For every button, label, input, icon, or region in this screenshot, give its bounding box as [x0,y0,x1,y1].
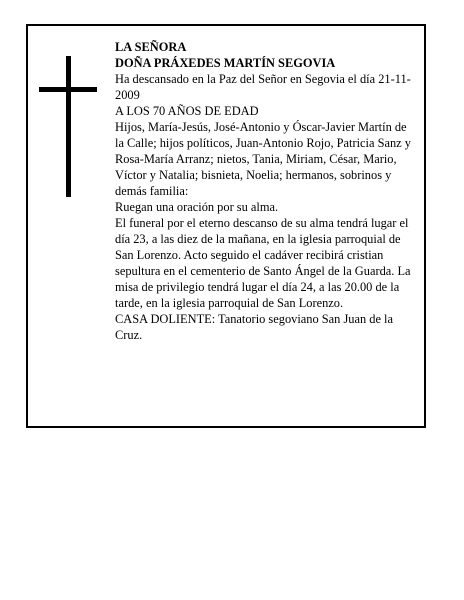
deceased-name: DOÑA PRÁXEDES MARTÍN SEGOVIA [115,56,336,70]
notice-title: LA SEÑORA [115,40,187,54]
obituary-notice [26,24,426,428]
age-statement: A LOS 70 AÑOS DE EDAD [115,104,259,118]
cross-vertical-bar [66,56,71,197]
death-statement: Ha descansado en la Paz del Señor en Segovia el día 21-11-2009 [115,72,411,102]
funeral-home: CASA DOLIENTE: Tanatorio segoviano San Juan de la Cruz. [115,312,393,342]
funeral-details: El funeral por el eterno descanso de su alma tendrá lugar el día 23, a las diez de la mañana, en la iglesia parroquial de San Lorenzo. Acto seguido el cadáver recibirá cristian sepultura en el cementerio de Santo Ángel de la Guarda. La misa de privilegio tendrá lugar el día 24, a las 20.00 de la tarde, en la iglesia parroquial de San Lorenzo. [115,216,411,310]
prayer-request: Ruegan una oración por su alma. [115,200,279,214]
notice-text [115,39,415,343]
cross-horizontal-bar [39,87,97,92]
family-list: Hijos, María-Jesús, José-Antonio y Óscar-Javier Martín de la Calle; hijos políticos, Juan-Antonio Rojo, Patricia Sanz y Rosa-María Arranz; nietos, Tania, Miriam, César, Mario, Víctor y Natalia; bisnieta, Noelia; hermanos, sobrinos y demás familia: [115,120,411,198]
